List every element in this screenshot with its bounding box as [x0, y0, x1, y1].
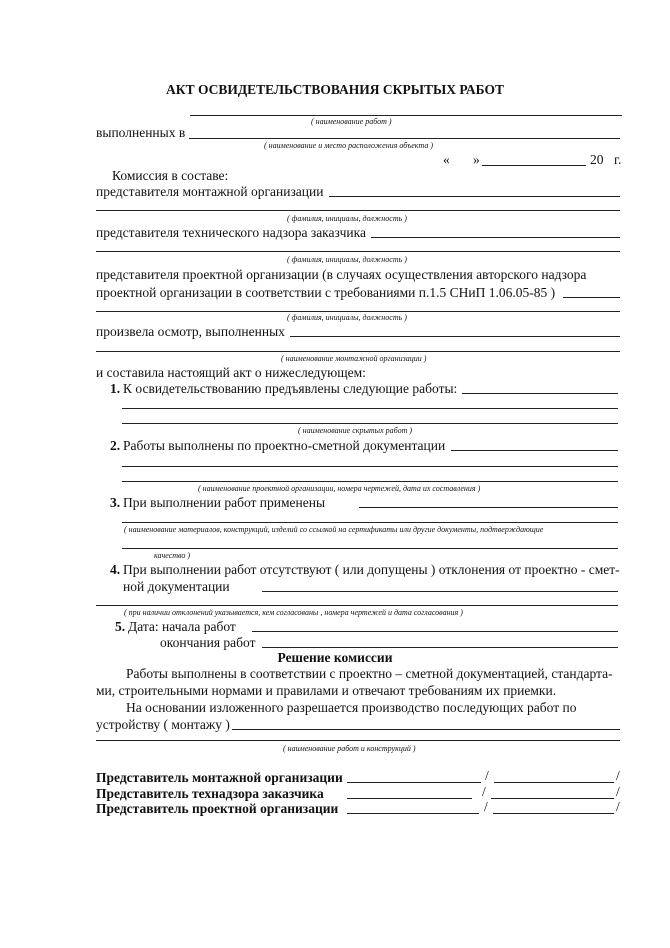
caption-object-name: ( наименование и место расположения объекта ): [264, 141, 433, 150]
item-5-end-label: окончания работ: [160, 635, 256, 650]
caption-project-org: ( наименование проектной организации, номера чертежей, дата их составления ): [198, 484, 481, 493]
item-4-number: 4.: [110, 562, 121, 577]
inspection-field[interactable]: [290, 336, 620, 337]
mount-rep-label: представителя монтажной организации: [96, 184, 324, 199]
date-quote-open: «: [443, 152, 450, 167]
item-1-field-2[interactable]: [122, 408, 618, 409]
signature-tech-label: Представитель технадзора заказчика: [96, 786, 324, 801]
item-1-field-3[interactable]: [122, 423, 618, 424]
caption-materials-2: качество ): [154, 551, 191, 560]
date-field[interactable]: [482, 165, 586, 166]
signature-proj-label: Представитель проектной организации: [96, 801, 339, 816]
item-5-number: 5.: [115, 619, 126, 634]
caption-materials-1: ( наименование материалов, конструкций, изделий со ссылкой на сертификаты или другие документы, подтверждающие: [124, 525, 544, 534]
performed-at-label: выполненных в: [96, 125, 186, 140]
caption-fio-3: ( фамилия, инициалы, должность ): [287, 313, 407, 322]
item-3-field-2[interactable]: [122, 522, 618, 523]
item-3-field-3[interactable]: [122, 548, 618, 549]
item-2-field[interactable]: [451, 450, 618, 451]
mount-rep-field-2[interactable]: [96, 210, 620, 211]
decision-title: Решение комиссии: [277, 650, 393, 665]
item-4-line-1: При выполнении работ отсутствуют ( или допущены ) отклонения от проектно - смет-: [123, 562, 620, 577]
tech-rep-field[interactable]: [371, 237, 620, 238]
start-date-field[interactable]: [252, 631, 618, 632]
caption-work-name: ( наименование работ ): [311, 117, 392, 126]
signature-tech-field[interactable]: [347, 798, 472, 799]
document-title: АКТ ОСВИДЕТЕЛЬСТВОВАНИЯ СКРЫТЫХ РАБОТ: [166, 82, 504, 97]
signature-tech-name-field[interactable]: [491, 798, 614, 799]
caption-fio-2: ( фамилия, инициалы, должность ): [287, 255, 407, 264]
item-3-number: 3.: [110, 495, 121, 510]
item-2-field-3[interactable]: [122, 481, 618, 482]
item-4-field[interactable]: [262, 591, 618, 592]
title-underline: [190, 115, 622, 116]
caption-org-name: ( наименование монтажной организации ): [281, 354, 427, 363]
signature-proj-field[interactable]: [347, 813, 479, 814]
date-quote-close: »: [473, 152, 480, 167]
signature-proj-slash-1: /: [484, 799, 488, 814]
caption-hidden-works: ( наименование скрытых работ ): [298, 426, 413, 435]
year-suffix: г.: [614, 152, 622, 167]
year-label: 20: [590, 152, 604, 167]
object-name-field[interactable]: [189, 138, 620, 139]
basis-line-1: На основании изложенного разрешается производство последующих работ по: [126, 700, 577, 715]
item-1-label: К освидетельствованию предъявлены следующие работы:: [123, 381, 458, 396]
proj-rep-field-2[interactable]: [96, 311, 620, 312]
item-2-number: 2.: [110, 438, 121, 453]
decision-line-2: ми, строительными нормами и правилами и отвечают требованиям их приемки.: [96, 683, 557, 698]
signature-proj-slash-2: /: [616, 799, 620, 814]
item-1-number: 1.: [110, 381, 121, 396]
signature-mount-slash-1: /: [485, 768, 489, 783]
commission-label: Комиссия в составе:: [112, 168, 229, 183]
inspection-field-2[interactable]: [96, 351, 620, 352]
basis-line-2: устройству ( монтажу ): [96, 717, 230, 732]
decision-line-1: Работы выполнены в соответствии с проектно – сметной документацией, стандарта-: [126, 666, 613, 681]
item-2-label: Работы выполнены по проектно-сметной документации: [123, 438, 446, 453]
item-1-field[interactable]: [462, 393, 618, 394]
tech-rep-label: представителя технического надзора заказчика: [96, 225, 366, 240]
proj-rep-line-1: представителя проектной организации (в случаях осуществления авторского надзора: [96, 267, 587, 282]
signature-mount-name-field[interactable]: [494, 782, 614, 783]
basis-field-2[interactable]: [96, 740, 620, 741]
proj-rep-field[interactable]: [563, 297, 620, 298]
basis-field[interactable]: [232, 729, 620, 730]
act-compiled-label: и составила настоящий акт о нижеследующем:: [96, 365, 366, 380]
proj-rep-line-2: проектной организации в соответствии с требованиями п.1.5 СНиП 1.06.05-85 ): [96, 285, 556, 300]
signature-tech-slash-1: /: [482, 784, 486, 799]
tech-rep-field-2[interactable]: [96, 251, 620, 252]
signature-mount-label: Представитель монтажной организации: [96, 770, 343, 785]
caption-fio-1: ( фамилия, инициалы, должность ): [287, 214, 407, 223]
signature-mount-field[interactable]: [347, 782, 481, 783]
item-3-field[interactable]: [359, 507, 618, 508]
caption-deviations: ( при наличии отклонений указывается, кем согласованы , номера чертежей и дата согласования ): [124, 608, 463, 617]
mount-rep-field[interactable]: [329, 196, 620, 197]
item-2-field-2[interactable]: [122, 466, 618, 467]
caption-works-constructions: ( наименование работ и конструкций ): [283, 744, 416, 753]
item-5-start-label: Дата: начала работ: [128, 619, 236, 634]
inspection-label: произвела осмотр, выполненных: [96, 324, 285, 339]
signature-mount-slash-2: /: [616, 768, 620, 783]
item-4-line-2: ной документации: [123, 579, 230, 594]
item-3-label: При выполнении работ применены: [123, 495, 326, 510]
signature-tech-slash-2: /: [616, 784, 620, 799]
signature-proj-name-field[interactable]: [493, 813, 614, 814]
end-date-field[interactable]: [262, 647, 618, 648]
item-4-field-2[interactable]: [96, 605, 618, 606]
